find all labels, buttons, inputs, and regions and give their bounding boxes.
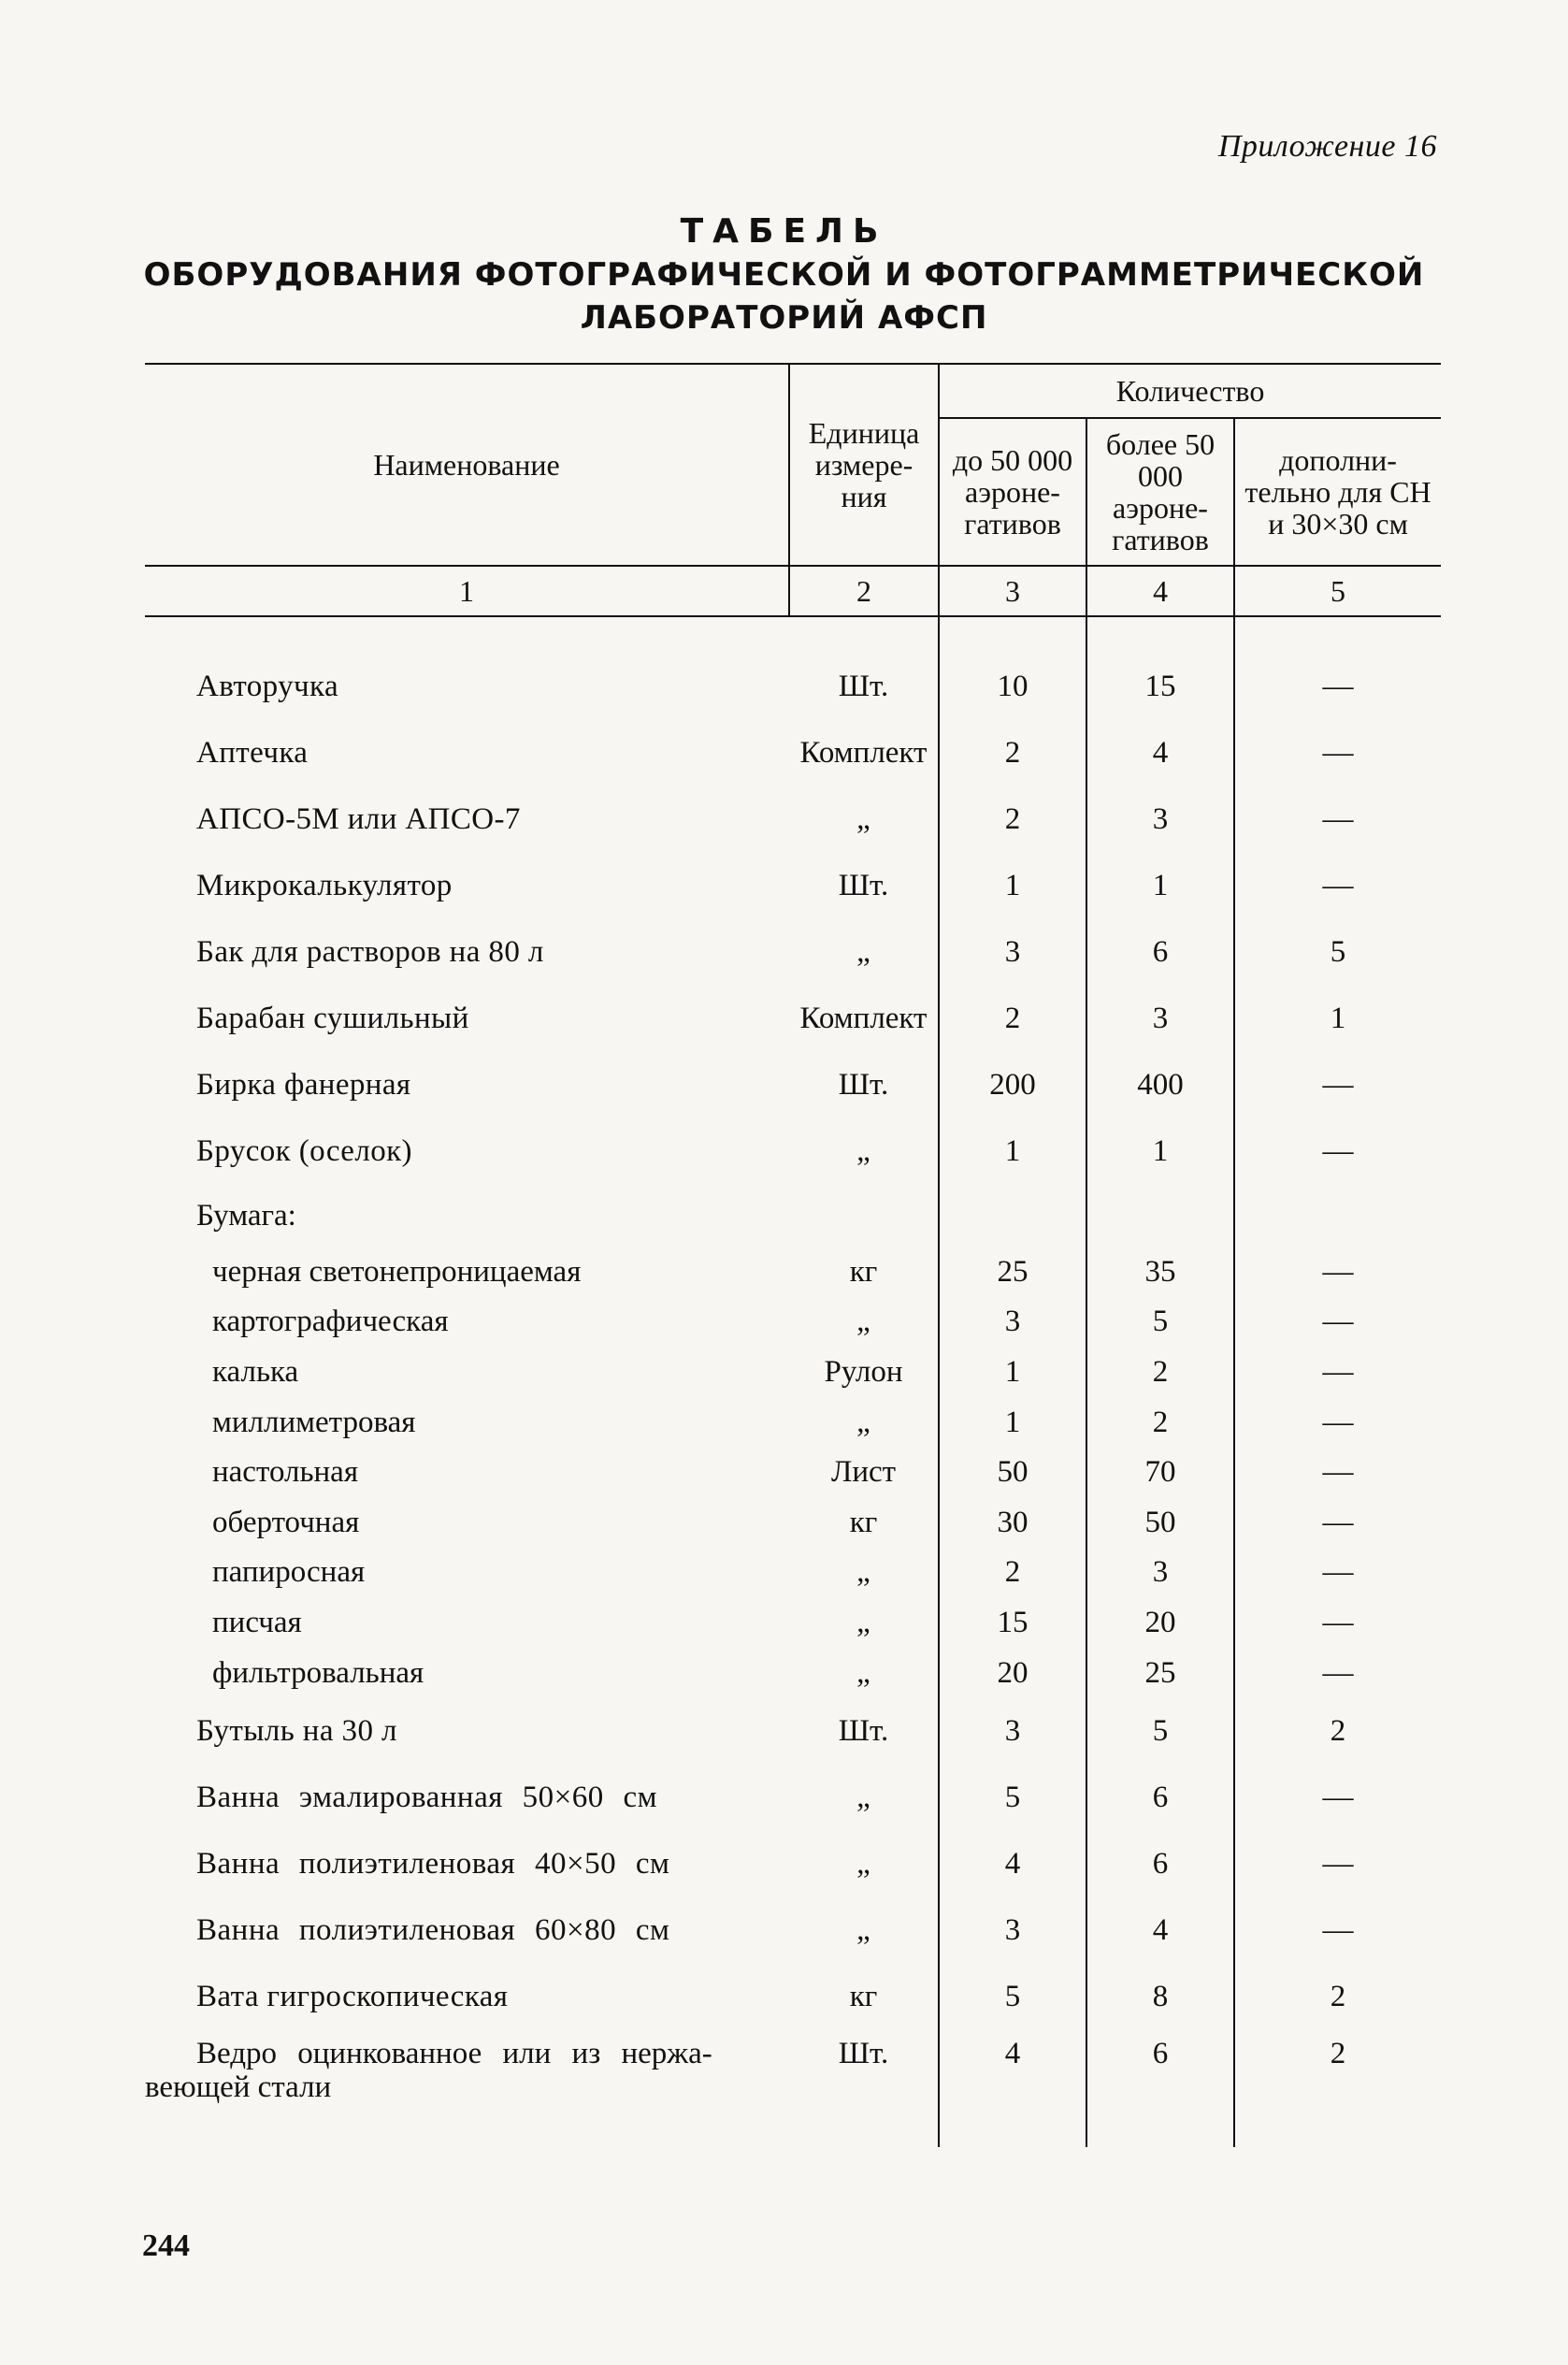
- item-q3: —: [1322, 868, 1354, 902]
- appendix-label: Приложение 16: [1217, 129, 1437, 164]
- item-unit: „: [789, 1297, 939, 1348]
- item-q1: 1: [939, 852, 1086, 918]
- header-q3: дополни- тельно для СН и 30×30 см: [1234, 418, 1441, 566]
- item-q2: 35: [1086, 1247, 1234, 1297]
- item-q3: —: [1322, 1555, 1354, 1590]
- table-row: [145, 1548, 1441, 1598]
- item-name: калька: [212, 1354, 299, 1389]
- item-q1: 200: [939, 1051, 1086, 1118]
- table-row: [145, 1597, 1441, 1648]
- item-q2: 5: [1086, 1297, 1234, 1348]
- table-row: [145, 985, 1441, 1051]
- item-q1: 2: [939, 786, 1086, 852]
- item-q1: 4: [939, 2029, 1086, 2128]
- item-name: папиросная: [212, 1555, 366, 1590]
- item-q2: 6: [1086, 1764, 1234, 1830]
- spacer-row: [145, 616, 1441, 653]
- table-row: [145, 1697, 1441, 1764]
- group-label: Бумага:: [196, 1198, 296, 1233]
- item-unit: „: [789, 1397, 939, 1448]
- table-row: [145, 2029, 1441, 2128]
- table-row: [145, 1896, 1441, 1963]
- item-q3: 2: [1330, 2037, 1346, 2071]
- item-q3: —: [1322, 1655, 1354, 1690]
- item-q3: 5: [1330, 934, 1346, 969]
- item-q3: —: [1322, 1305, 1354, 1339]
- item-unit: Комплект: [789, 985, 939, 1051]
- item-q1: 2: [939, 1548, 1086, 1598]
- item-q1: 50: [939, 1447, 1086, 1497]
- item-name: настольная: [212, 1455, 359, 1490]
- item-q2: 50: [1086, 1497, 1234, 1548]
- column-number: 1: [145, 566, 789, 616]
- item-unit: Шт.: [789, 1697, 939, 1764]
- title-line-2: ОБОРУДОВАНИЯ ФОТОГРАФИЧЕСКОЙ И ФОТОГРАММЕТРИЧЕСКОЙ: [143, 256, 1425, 294]
- item-name: Барабан сушильный: [196, 1001, 469, 1035]
- table-row: [145, 1447, 1441, 1497]
- item-q2: 1: [1086, 1118, 1234, 1184]
- item-q1: 3: [939, 1297, 1086, 1348]
- item-q2: 8: [1086, 1963, 1234, 2029]
- item-q2: 15: [1086, 653, 1234, 719]
- item-q2: 5: [1086, 1697, 1234, 1764]
- item-q2: 3: [1086, 786, 1234, 852]
- item-unit: Шт.: [789, 653, 939, 719]
- item-q3: 2: [1330, 1713, 1346, 1748]
- table-row: [145, 786, 1441, 852]
- column-number: 5: [1234, 566, 1441, 616]
- table-row: [145, 1497, 1441, 1548]
- header-unit: Единица измере- ния: [789, 364, 939, 566]
- item-q2: 3: [1086, 1548, 1234, 1598]
- item-q1: 3: [939, 918, 1086, 985]
- item-unit: „: [789, 1764, 939, 1830]
- item-q2: 20: [1086, 1597, 1234, 1648]
- item-q2: 400: [1086, 1051, 1234, 1118]
- item-q2: 6: [1086, 918, 1234, 985]
- item-name: Авторучка: [196, 669, 339, 703]
- item-name: оберточная: [212, 1505, 360, 1539]
- item-q1: 3: [939, 1697, 1086, 1764]
- item-unit: „: [789, 918, 939, 985]
- item-q3: —: [1322, 1605, 1354, 1639]
- item-q3: —: [1322, 669, 1354, 703]
- table-row: [145, 1764, 1441, 1830]
- item-q3: —: [1322, 1912, 1354, 1947]
- item-unit: Шт.: [789, 1051, 939, 1118]
- item-name: писчая: [212, 1605, 302, 1639]
- item-q3: —: [1322, 1505, 1354, 1539]
- item-q1: 2: [939, 719, 1086, 786]
- item-unit: кг: [789, 1497, 939, 1548]
- item-name: Бирка фанерная: [196, 1067, 411, 1102]
- item-q3: 2: [1330, 1979, 1346, 2013]
- item-q2: 2: [1086, 1397, 1234, 1448]
- item-q1: 1: [939, 1397, 1086, 1448]
- item-unit: „: [789, 1896, 939, 1963]
- item-q3: —: [1322, 1067, 1354, 1102]
- column-number: 3: [939, 566, 1086, 616]
- table-row: [145, 1247, 1441, 1297]
- item-unit: Комплект: [789, 719, 939, 786]
- document-title: [140, 210, 1428, 339]
- item-q2: 2: [1086, 1347, 1234, 1397]
- header-name: Наименование: [145, 364, 789, 566]
- item-name: Бак для растворов на 80 л: [196, 934, 544, 969]
- item-q3: —: [1322, 735, 1354, 770]
- item-unit: „: [789, 1118, 939, 1184]
- item-q2: 6: [1086, 1830, 1234, 1896]
- item-unit: „: [789, 1597, 939, 1648]
- item-name: [145, 2029, 789, 2128]
- header-quantity: Количество: [939, 364, 1441, 418]
- item-unit: „: [789, 1648, 939, 1698]
- item-unit: „: [789, 786, 939, 852]
- item-unit: Лист: [789, 1447, 939, 1497]
- table-row: [145, 1397, 1441, 1448]
- column-number: 2: [789, 566, 939, 616]
- item-q3: —: [1322, 1780, 1354, 1814]
- table-row: [145, 1347, 1441, 1397]
- table-row: [145, 1830, 1441, 1896]
- table-row: [145, 1648, 1441, 1698]
- spacer-row: [145, 2128, 1441, 2147]
- item-unit: Шт.: [789, 852, 939, 918]
- item-name: картографическая: [212, 1305, 449, 1339]
- table-row: [145, 1051, 1441, 1118]
- item-q1: 2: [939, 985, 1086, 1051]
- item-q1: 25: [939, 1247, 1086, 1297]
- table-row: [145, 1297, 1441, 1348]
- item-q1: 4: [939, 1830, 1086, 1896]
- title-line-1: ТАБЕЛЬ: [680, 212, 888, 251]
- item-q1: 20: [939, 1648, 1086, 1698]
- item-name: Бутыль на 30 л: [196, 1713, 397, 1748]
- item-unit: кг: [789, 1247, 939, 1297]
- item-name: Ванна эмалированная 50×60 см: [196, 1780, 658, 1814]
- item-q3: —: [1322, 1254, 1354, 1289]
- item-q3: —: [1322, 1133, 1354, 1168]
- table-row: [145, 852, 1441, 918]
- item-unit: „: [789, 1548, 939, 1598]
- item-q3: —: [1322, 1354, 1354, 1389]
- item-name: миллиметровая: [212, 1405, 416, 1439]
- title-line-3: ЛАБОРАТОРИЙ АФСП: [580, 299, 988, 337]
- item-unit: Шт.: [789, 2029, 939, 2128]
- item-name: черная светонепроницаемая: [212, 1254, 582, 1289]
- header-q1: до 50 000 аэроне- гативов: [939, 418, 1086, 566]
- item-name: АПСО-5М или АПСО-7: [196, 801, 521, 836]
- item-q1: 30: [939, 1497, 1086, 1548]
- table-row: [145, 719, 1441, 786]
- item-q3: —: [1322, 1455, 1354, 1490]
- item-unit: „: [789, 1830, 939, 1896]
- item-name-line-1: Ведро оцинкованное или из нержа-: [196, 2037, 712, 2071]
- item-name: Аптечка: [196, 735, 309, 770]
- item-q2: 3: [1086, 985, 1234, 1051]
- item-q3: —: [1322, 801, 1354, 836]
- item-name: Микрокалькулятор: [196, 868, 453, 902]
- item-name: Брусок (оселок): [196, 1133, 412, 1168]
- item-q1: 3: [939, 1896, 1086, 1963]
- item-q2: 1: [1086, 852, 1234, 918]
- item-q1: 1: [939, 1118, 1086, 1184]
- item-q2: 25: [1086, 1648, 1234, 1698]
- item-unit: Рулон: [789, 1347, 939, 1397]
- item-q2: 6: [1086, 2029, 1234, 2128]
- item-q1: 5: [939, 1764, 1086, 1830]
- table-row: [145, 918, 1441, 985]
- item-q2: 70: [1086, 1447, 1234, 1497]
- item-q3: —: [1322, 1405, 1354, 1439]
- item-q1: 10: [939, 653, 1086, 719]
- item-q2: 4: [1086, 1896, 1234, 1963]
- page-number: 244: [142, 2228, 190, 2263]
- item-q3: 1: [1330, 1001, 1346, 1035]
- table-row: [145, 653, 1441, 719]
- equipment-table: [145, 363, 1441, 2147]
- item-q1: 1: [939, 1347, 1086, 1397]
- column-number: 4: [1086, 566, 1234, 616]
- item-q3: —: [1322, 1846, 1354, 1881]
- item-q2: 4: [1086, 719, 1234, 786]
- group-header-row: [145, 1184, 1441, 1247]
- item-unit: кг: [789, 1963, 939, 2029]
- item-name: Ванна полиэтиленовая 60×80 см: [196, 1912, 670, 1947]
- item-q1: 5: [939, 1963, 1086, 2029]
- header-q2: более 50 000 аэроне- гативов: [1086, 418, 1234, 566]
- table-row: [145, 1118, 1441, 1184]
- item-name: Вата гигроскопическая: [196, 1979, 509, 2013]
- item-name-line-2: веющей стали: [145, 2070, 332, 2105]
- table-row: [145, 1963, 1441, 2029]
- item-name: фильтровальная: [212, 1655, 424, 1690]
- item-name: Ванна полиэтиленовая 40×50 см: [196, 1846, 670, 1881]
- item-q1: 15: [939, 1597, 1086, 1648]
